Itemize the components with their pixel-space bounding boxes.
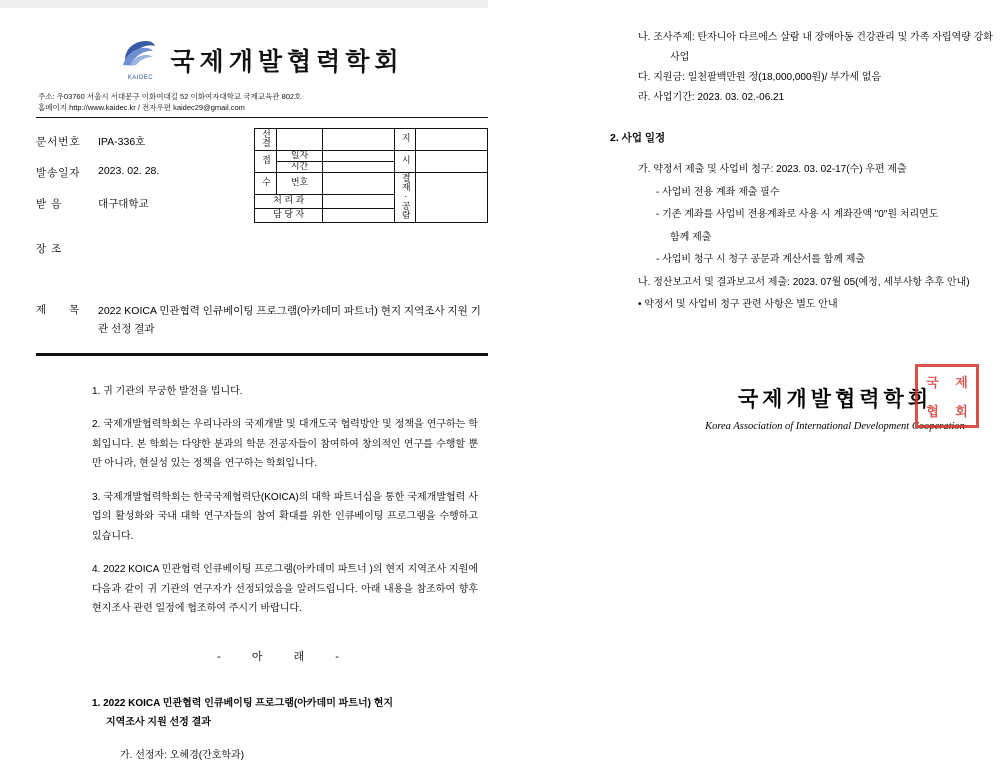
body-paragraph: 1. 귀 기관의 무궁한 발전을 빕니다. xyxy=(92,385,243,397)
stamp-cell-jeop xyxy=(255,150,277,172)
meta-value: 2023. 02. 28. xyxy=(98,164,160,177)
section-1-item-ra: 라. 사업기간: 2023. 03. 02.-06.21 xyxy=(638,92,785,103)
seal-char: 제 xyxy=(955,375,968,390)
document-meta xyxy=(36,128,230,272)
section-2-bullet-cont: 함께 제출 xyxy=(670,231,712,243)
signature-org-en: Korea Association of International Development Cooperation xyxy=(705,421,965,432)
subject-text: 2022 KOICA 민관협력 인큐베이팅 프로그램(아카데미 파트너) 현지 지역조사 지원 기관 선정 결과 xyxy=(98,304,481,336)
section-1-heading-line1: 1. 2022 KOICA 민관협력 인큐베이팅 프로그램(아카데미 파트너) 현지 xyxy=(92,697,394,709)
swirl-icon xyxy=(122,38,156,68)
section-2-item-na: 나. 정산보고서 및 결과보고서 제출: 2023. 07월 05(예정, 세부사항 추후 안내) xyxy=(638,276,970,288)
stamp-box xyxy=(416,172,488,222)
section-2-bullet: - 사업비 청구 시 청구 공문과 계산서를 함께 제출 xyxy=(656,254,866,265)
section-1-item-na: 나. 조사주제: 탄자니아 다르에스 살람 내 장애아동 건강관리 및 가족 자립역량 강화 xyxy=(638,32,993,43)
stamp-label-time: 시간 xyxy=(276,161,323,172)
section-1-item-da: 다. 지원금: 일천팔백만원 정(18,000,000원)/ 부가세 없음 xyxy=(638,72,882,83)
subject-label: 제 목 xyxy=(36,303,90,316)
document-page-1 xyxy=(36,16,488,761)
meta-row xyxy=(36,165,230,180)
contact-info xyxy=(38,92,488,114)
letter-body xyxy=(36,382,488,765)
stamp-label: 결재·공람 xyxy=(400,172,411,219)
stamp-cell-ji xyxy=(394,128,416,150)
stamp-label-date: 일자 xyxy=(276,150,323,161)
address-line: 주소: 우03760 서울시 서대문구 이화여대길 52 이화여자대학교 국제교육관 802호 xyxy=(38,92,302,101)
section-1-item-na-cont: 사업 xyxy=(670,52,690,63)
kaidec-logo xyxy=(120,38,160,82)
section-2-item-ga: 가. 약정서 제출 및 사업비 청구: 2023. 03. 02-17(수) 우편 제출 xyxy=(638,164,907,175)
header-divider xyxy=(36,117,488,118)
receipt-stamp-table xyxy=(254,128,488,223)
stamp-label: 선결 xyxy=(261,128,272,147)
stamp-label: 수 xyxy=(261,177,272,187)
stamp-label-number: 번호 xyxy=(276,172,323,194)
stamp-cell-seongyeol xyxy=(255,128,277,150)
stamp-box xyxy=(323,161,394,172)
meta-label: 장 조 xyxy=(36,242,63,255)
stamp-cell-si xyxy=(394,150,416,172)
stamp-label: 시 xyxy=(400,155,411,165)
section-2-heading: 2. 사업 일정 xyxy=(610,132,666,144)
section-1-heading xyxy=(92,694,478,732)
meta-label: 받 음 xyxy=(36,197,63,210)
stamp-label-department: 처 리 과 xyxy=(255,194,323,208)
organization-name: 국제개발협력학회 xyxy=(170,48,404,76)
section-2-bullet: - 사업비 전용 계좌 제출 필수 xyxy=(656,186,780,198)
stamp-box xyxy=(416,150,488,172)
signature-org-kr: 국제개발협력학회 xyxy=(737,388,933,411)
document-page-2 xyxy=(610,28,993,448)
stamp-label: 접 xyxy=(261,155,272,165)
stamp-box xyxy=(323,208,394,222)
meta-value: 대구대학교 xyxy=(98,197,149,210)
meta-value: IPA-336호 xyxy=(98,135,146,148)
stamp-label: 지 xyxy=(400,133,411,143)
meta-row xyxy=(36,241,230,256)
meta-and-stamp xyxy=(36,128,488,272)
title-divider xyxy=(36,353,488,356)
seal-char: 국 xyxy=(926,375,939,390)
scan-artifact-band xyxy=(0,0,488,8)
meta-row xyxy=(36,196,230,211)
stamp-box xyxy=(323,172,394,194)
section-1-heading-line2: 지역조사 지원 선정 결과 xyxy=(106,716,211,728)
stamp-cell-su xyxy=(255,172,277,194)
stamp-box xyxy=(323,150,394,161)
body-paragraph: 2. 국제개발협력학회는 우리나라의 국제개발 및 대개도국 협력방안 및 정책을 연구하는 학회입니다. 본 학회는 다양한 분과의 학문 전공자들이 참여하여 창의적인 연구를 수행할 뿐만 아니라, 현실성 있는 정책을 연구하는 학회입니다. xyxy=(92,419,478,469)
body-paragraph: 4. 2022 KOICA 민관협력 인큐베이팅 프로그램(아카데미 파트너 )의 현지 지역조사 지원에 다음과 같이 귀 기관의 연구자가 선정되었음을 알려드립니다. 아래 내용을 참조하여 향후 현지조사 관련 일정에 협조하여 주시기 바랍니다. xyxy=(92,564,478,614)
stamp-box xyxy=(323,194,394,208)
section-2-bullet: - 기존 계좌를 사업비 전용계좌로 사용 시 계좌잔액 "0"원 처리면도 xyxy=(656,209,939,220)
meta-label: 문서번호 xyxy=(36,135,81,148)
logo-wordmark: KAIDEC xyxy=(127,75,154,81)
official-seal xyxy=(915,364,979,428)
meta-label: 발송일자 xyxy=(36,166,81,179)
stamp-box xyxy=(416,128,488,150)
section-2-list xyxy=(610,159,980,317)
stamp-cell-gyeoljae xyxy=(394,172,416,222)
seal-char: 협 xyxy=(926,404,939,419)
seal-char: 회 xyxy=(955,404,968,419)
meta-row xyxy=(36,134,230,149)
stamp-box xyxy=(276,128,323,150)
subject-row xyxy=(36,302,488,339)
section-1-item-ga: 가. 선정자: 오혜경(간호학과) xyxy=(120,749,245,761)
stamp-label-officer: 담 당 자 xyxy=(255,208,323,222)
stamp-box xyxy=(323,128,394,150)
body-paragraph: 3. 국제개발협력학회는 한국국제협력단(KOICA)의 대학 파트너십을 통한 국제개발협력 사업의 활성화와 국내 대학 연구자들의 참여 확대를 위한 인큐베이팅 프로그램을 수행하고 있습니다. xyxy=(92,491,478,542)
letterhead xyxy=(36,38,488,82)
web-email-line: 홈페이지 http://www.kaidec.kr / 전자우편 kaidec29@gmail.com xyxy=(38,102,245,112)
section-2-note: • 약정서 및 사업비 청구 관련 사항은 별도 안내 xyxy=(638,299,838,310)
arae-divider: - 아 래 - xyxy=(217,650,353,663)
